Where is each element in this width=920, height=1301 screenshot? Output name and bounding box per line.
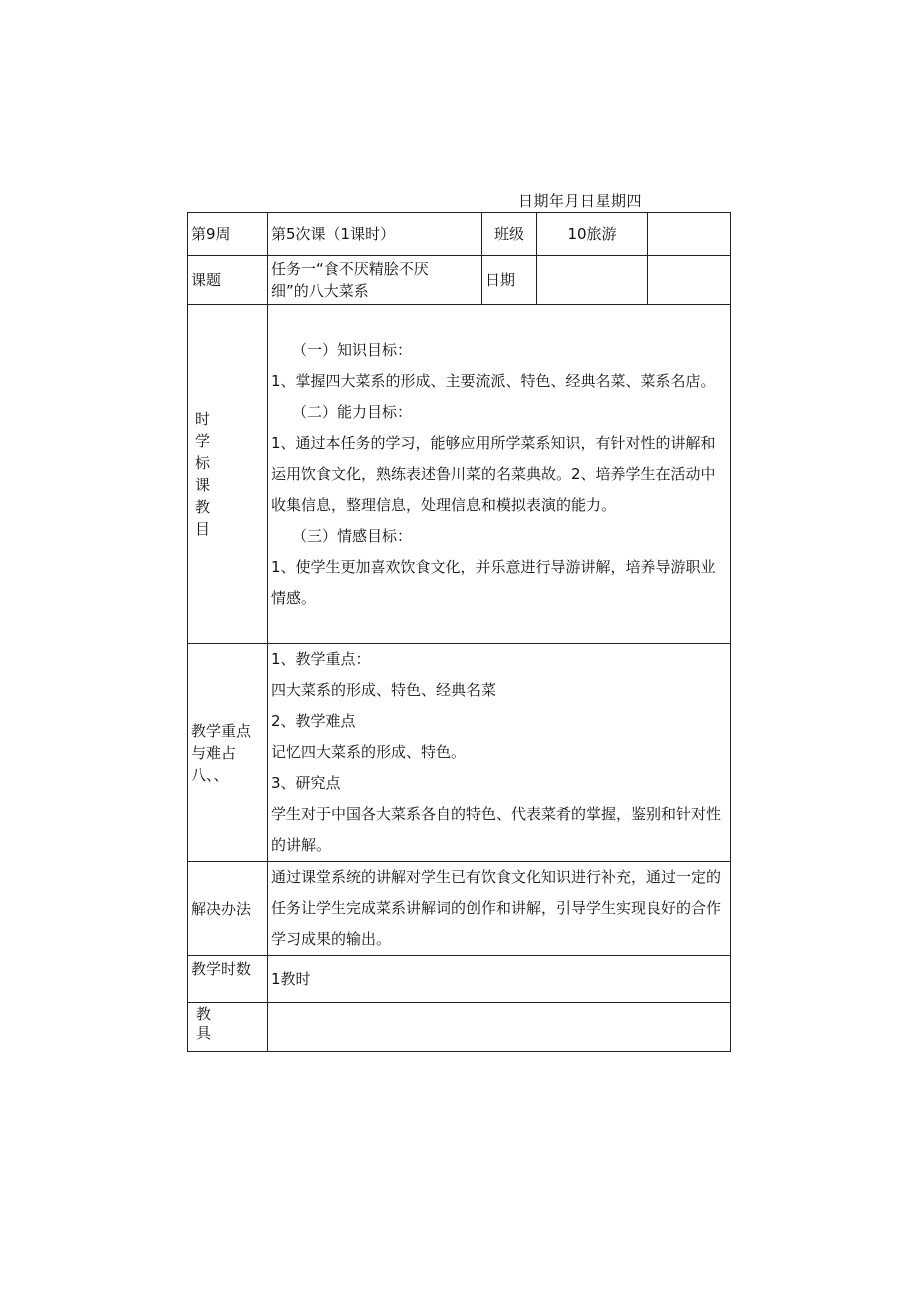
- difficulty-heading: 2、教学难点: [271, 712, 356, 730]
- emotion-text: 1、使学生更加喜欢饮食文化，并乐意进行导游讲解，培养导游职业情感。: [271, 557, 716, 607]
- topic-value: [268, 256, 482, 305]
- key-points-content: [268, 644, 731, 862]
- topic-line: 任务一“食不厌精脍不厌: [271, 260, 429, 278]
- label-line: 教学重点: [191, 721, 252, 740]
- label-char: 教: [196, 1005, 212, 1023]
- table-row-topic: [188, 256, 731, 305]
- objectives-content: [268, 305, 731, 644]
- knowledge-heading: （一）知识目标：: [292, 340, 413, 359]
- lesson-plan-table: [187, 212, 731, 1052]
- label-char: 时: [195, 410, 211, 428]
- ability-text: 1、通过本任务的学习，能够应用所学菜系知识，有针对性的讲解和运用饮食文化，熟练表述鲁川菜的名菜典故。2、培养学生在活动中收集信息，整理信息，处理信息和模拟表演的能力。: [271, 433, 716, 514]
- table-row-week: [188, 213, 731, 256]
- date-label: 日期: [482, 256, 537, 305]
- table-row-hours: [188, 956, 731, 1003]
- solution-label: 解决办法: [188, 862, 268, 956]
- class-value: 10旅游: [537, 213, 648, 256]
- knowledge-text: 1、掌握四大菜系的形成、主要流派、特色、经典名菜、菜系名店。: [271, 371, 716, 390]
- label-line: 与难占: [191, 743, 237, 762]
- hours-label: 教学时数: [188, 956, 268, 1003]
- objectives-label: [188, 305, 268, 644]
- tools-label: [188, 1003, 268, 1052]
- focus-heading: 1、教学重点：: [271, 650, 371, 668]
- topic-label: 课题: [188, 256, 268, 305]
- solution-text: 通过课堂系统的讲解对学生已有饮食文化知识进行补充，通过一定的任务让学生完成菜系讲解词的创作和讲解，引导学生实现良好的合作学习成果的输出。: [271, 868, 722, 948]
- week-cell: 第9周: [188, 213, 268, 256]
- date-line: 日期年月日星期四: [518, 192, 643, 210]
- lesson-cell: 第5次课（1课时）: [268, 213, 482, 256]
- date-value-cell: [537, 256, 648, 305]
- hours-value: 1教时: [268, 956, 731, 1003]
- class-label: 班级: [482, 213, 537, 256]
- topic-line: 细”的八大菜系: [271, 282, 369, 300]
- empty-cell: [648, 256, 731, 305]
- ability-heading: （二）能力目标：: [292, 402, 413, 421]
- solution-content: [268, 862, 731, 956]
- focus-text: 四大菜系的形成、特色、经典名菜: [271, 681, 497, 699]
- label-char: 目: [195, 520, 211, 538]
- research-heading: 3、研究点: [271, 774, 341, 792]
- label-char: 具: [196, 1024, 212, 1042]
- table-row-tools: [188, 1003, 731, 1052]
- label-char: 课: [195, 476, 211, 494]
- difficulty-text: 记忆四大菜系的形成、特色。: [271, 743, 467, 761]
- label-char: 教: [195, 498, 211, 516]
- label-char: 标: [195, 454, 211, 472]
- table-row-objectives: [188, 305, 731, 644]
- tools-content: [268, 1003, 731, 1052]
- label-line: 八、、: [191, 765, 229, 784]
- research-text: 学生对于中国各大菜系各自的特色、代表菜肴的掌握，鉴别和针对性的讲解。: [271, 805, 722, 854]
- key-points-label: [188, 644, 268, 862]
- table-row-key-points: [188, 644, 731, 862]
- empty-cell: [648, 213, 731, 256]
- label-char: 学: [195, 432, 211, 450]
- emotion-heading: （三）情感目标：: [292, 526, 413, 545]
- table-row-solution: [188, 862, 731, 956]
